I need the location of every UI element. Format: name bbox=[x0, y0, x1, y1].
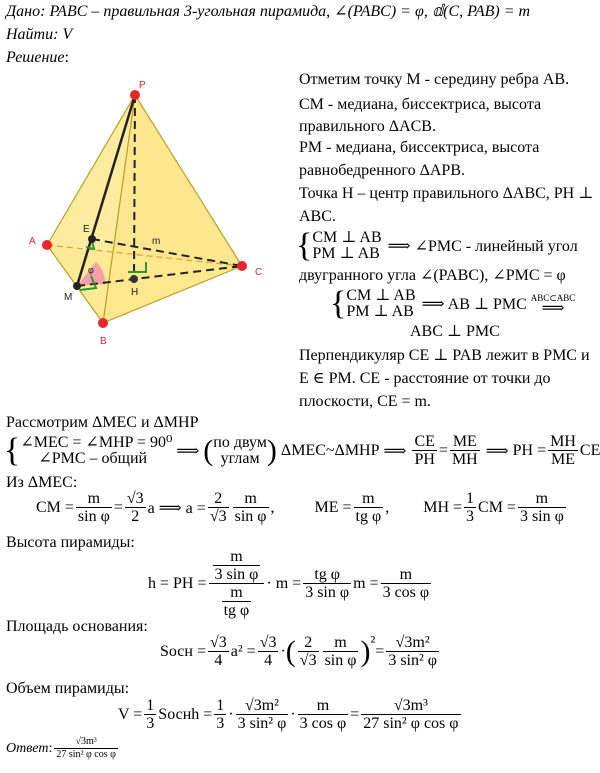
volume-sh: Sоснh = bbox=[158, 705, 213, 723]
frac-ce-ph bbox=[412, 433, 436, 468]
volume-frac-1-den: 3 bbox=[146, 715, 155, 732]
volume-frac-2 bbox=[214, 697, 226, 732]
point-a bbox=[42, 240, 52, 250]
height-frac-2 bbox=[381, 566, 432, 601]
system-3-line-1: ∠MEC = ∠MHP = 90⁰ bbox=[20, 433, 173, 451]
system-1-lines bbox=[312, 230, 381, 262]
mh-frac-2 bbox=[518, 490, 566, 525]
volume-frac-4-den: 3 cos φ bbox=[299, 715, 347, 732]
volume-frac-5-den: 27 sin² φ cos φ bbox=[363, 715, 459, 732]
volume-frac-5-num: √3m³ bbox=[361, 697, 460, 715]
area-square: ² bbox=[370, 634, 376, 651]
system-2-line-2: PM ⊥ AB bbox=[346, 303, 414, 320]
point-h bbox=[130, 275, 138, 283]
height-big-den bbox=[209, 584, 265, 619]
answer-frac-num: √3m³ bbox=[54, 736, 118, 749]
volume-formula bbox=[118, 697, 463, 732]
area-dot: · bbox=[280, 642, 286, 660]
cm-frac-2-num: √3 bbox=[126, 490, 144, 507]
frac-me-mh-den: MH bbox=[451, 451, 478, 468]
system-2-lines bbox=[346, 288, 415, 320]
text-line-2: CM - медиана, биссектриса, высота bbox=[299, 96, 542, 113]
volume-frac-4-num: m bbox=[298, 697, 349, 715]
area-frac-2-num: √3 bbox=[259, 634, 277, 651]
height-inner-2 bbox=[222, 584, 252, 619]
comma-1: , bbox=[270, 498, 275, 516]
volume-dot-1: · bbox=[228, 705, 234, 723]
height-m-eq: m = bbox=[353, 574, 379, 592]
height-big-frac bbox=[209, 548, 265, 619]
area-frac-1-num: √3 bbox=[209, 634, 227, 651]
volume-frac-3 bbox=[236, 697, 289, 732]
height-inner-1-den: 3 sin φ bbox=[214, 566, 259, 583]
implies-3a: ⟹ bbox=[176, 442, 200, 460]
system-2-tail: ⟹ AB ⊥ PMC bbox=[421, 296, 527, 313]
implies-over-text: ABC⊂ABC bbox=[530, 292, 576, 303]
frac-mh-me-num: MH bbox=[550, 433, 576, 450]
height-frac-2-den: 3 cos φ bbox=[382, 584, 430, 601]
area-title: Площадь основания: bbox=[6, 618, 148, 635]
system-3 bbox=[4, 433, 600, 468]
volume-label: V = bbox=[118, 705, 143, 723]
height-frac-1-num: tg φ bbox=[303, 566, 351, 584]
given-text: : PABC – правильная 3-угольная пирамида, ∠(PABC) = φ, 𝕕(C, PAB) = m bbox=[40, 3, 531, 20]
system-1 bbox=[296, 229, 578, 263]
given-label: Дано bbox=[6, 3, 41, 20]
by-two-line-2: углам bbox=[220, 449, 260, 467]
cm-frac-1-num: m bbox=[76, 490, 112, 508]
label-b: B bbox=[100, 336, 107, 347]
volume-frac-1-num: 1 bbox=[146, 697, 155, 714]
frac-mh-me bbox=[548, 433, 578, 468]
consider-line: Рассмотрим ΔMEC и ΔMHP bbox=[6, 414, 199, 431]
mh-frac-2-num: m bbox=[518, 490, 566, 508]
me-label: ME = bbox=[314, 498, 352, 516]
mh-frac-1-num: 1 bbox=[466, 490, 475, 507]
cm-frac-4-den: sin φ bbox=[234, 508, 267, 525]
answer-line bbox=[6, 736, 120, 761]
height-formula bbox=[148, 548, 433, 619]
area-frac-1-den: 4 bbox=[214, 652, 223, 669]
text-line-3: правильного ΔACB. bbox=[299, 118, 436, 135]
cm-frac-3-den: √3 bbox=[209, 508, 227, 525]
cm-frac-4-num: m bbox=[233, 490, 269, 508]
volume-frac-2-den: 3 bbox=[216, 715, 225, 732]
label-e: E bbox=[83, 224, 90, 235]
cm-label: CM = bbox=[36, 498, 74, 516]
solution-label: Решение bbox=[6, 49, 65, 66]
answer-frac bbox=[54, 736, 118, 761]
system-2-result: ABC ⊥ PMC bbox=[410, 323, 500, 340]
area-frac-3 bbox=[298, 634, 319, 669]
height-label: h = PH = bbox=[148, 574, 207, 592]
long-arrow: ⟹ bbox=[541, 299, 565, 317]
mh-cm: CM = bbox=[478, 498, 516, 516]
text-line-1: Отметим точку M - середину ребра AB. bbox=[299, 71, 570, 88]
area-frac-4-den: sin φ bbox=[324, 652, 357, 669]
height-frac-1-den: 3 sin φ bbox=[305, 584, 350, 601]
label-m: M bbox=[64, 292, 73, 303]
ph-eq: PH = bbox=[512, 441, 547, 459]
brace-1: { bbox=[296, 227, 313, 264]
segment-ph bbox=[134, 95, 135, 279]
volume-dot-2: · bbox=[290, 705, 296, 723]
area-frac-4 bbox=[323, 634, 359, 669]
area-frac-2-den: 4 bbox=[264, 652, 273, 669]
system-2-line-1: CM ⊥ AB bbox=[346, 287, 416, 304]
a-implies: a ⟹ a = bbox=[147, 499, 206, 517]
frac-ce-ph-num: CE bbox=[414, 433, 435, 450]
area-label: Sосн = bbox=[160, 642, 206, 660]
area-formula bbox=[160, 634, 441, 669]
point-e bbox=[88, 235, 96, 243]
volume-frac-5 bbox=[361, 697, 460, 732]
area-frac-2 bbox=[258, 634, 279, 669]
volume-title: Объем пирамиды: bbox=[6, 680, 130, 697]
area-paren-r: ) bbox=[360, 634, 371, 668]
comma-2: , bbox=[385, 498, 390, 516]
me-frac-den: tg φ bbox=[355, 508, 382, 525]
text-line-7: ABC. bbox=[299, 208, 336, 225]
cm-frac-3-num: 2 bbox=[208, 490, 229, 508]
text-line-6: Точка H – центр правильного ΔABC, PH ⊥ bbox=[299, 185, 594, 202]
volume-frac-1 bbox=[144, 697, 156, 732]
label-c: C bbox=[255, 267, 263, 278]
find-label: Найти bbox=[6, 26, 54, 43]
point-m bbox=[73, 282, 81, 290]
area-frac-4-num: m bbox=[323, 634, 359, 652]
height-frac-1 bbox=[303, 566, 351, 601]
cm-frac-4 bbox=[233, 490, 269, 525]
cm-frac-2-den: 2 bbox=[131, 508, 140, 525]
frac-mh-me-den: ME bbox=[551, 451, 576, 468]
cm-line bbox=[36, 490, 568, 525]
height-frac-2-num: m bbox=[381, 566, 432, 584]
area-frac-1 bbox=[208, 634, 229, 669]
implies-3b: ⟹ bbox=[383, 442, 407, 460]
brace-2: { bbox=[330, 285, 347, 322]
cm-frac-2 bbox=[125, 490, 146, 525]
pyramid-figure bbox=[0, 0, 290, 360]
by-two-angles bbox=[213, 435, 267, 467]
perp-line-2: E ∈ PM. CE - расстояние от точки до bbox=[299, 370, 551, 387]
cm-eq: = bbox=[113, 498, 123, 516]
ph-ce: CE bbox=[579, 441, 600, 459]
find-text: : V bbox=[53, 26, 73, 43]
me-frac bbox=[354, 490, 384, 525]
answer-colon: : bbox=[48, 740, 53, 756]
from-mec: Из ΔMEC: bbox=[6, 474, 78, 491]
cm-frac-1 bbox=[76, 490, 112, 525]
frac-me-mh bbox=[450, 433, 480, 468]
me-frac-num: m bbox=[354, 490, 384, 508]
system-1-line-1: CM ⊥ AB bbox=[312, 229, 382, 246]
area-frac-5 bbox=[386, 634, 439, 669]
height-inner-1-num: m bbox=[213, 548, 261, 566]
brace-3: { bbox=[4, 431, 21, 469]
system-2 bbox=[330, 287, 575, 321]
answer-frac-den: 27 sin² φ cos φ bbox=[56, 749, 116, 760]
by-two-line-1: по двум bbox=[213, 433, 267, 451]
perp-line-1: Перпендикуляр CE ⊥ PAB лежит в PMC и bbox=[299, 347, 590, 364]
text-line-4: PM - медиана, биссектриса, высота bbox=[299, 139, 540, 156]
answer-label: Ответ bbox=[6, 740, 49, 756]
area-frac-3-den: √3 bbox=[299, 652, 317, 669]
label-h: H bbox=[131, 287, 139, 298]
height-inner-1 bbox=[213, 548, 261, 583]
label-phi: φ bbox=[88, 265, 94, 275]
cm-frac-1-den: sin φ bbox=[77, 508, 110, 525]
height-title: Высота пирамиды: bbox=[6, 534, 135, 551]
volume-frac-3-den: 3 sin² φ bbox=[237, 715, 287, 732]
area-frac-5-den: 3 sin² φ bbox=[388, 652, 438, 669]
area-frac-5-num: √3m² bbox=[386, 634, 439, 652]
volume-frac-2-num: 1 bbox=[216, 697, 225, 714]
cm-frac-3 bbox=[208, 490, 229, 525]
mh-frac-1 bbox=[464, 490, 476, 525]
label-p: P bbox=[139, 80, 146, 91]
system-3-lines bbox=[20, 435, 172, 467]
area-paren-l: ( bbox=[285, 634, 296, 668]
height-big-num bbox=[209, 548, 265, 584]
mh-frac-2-den: 3 sin φ bbox=[519, 508, 564, 525]
system-1-tail: ⟹ ∠PMC - линейный угол bbox=[387, 238, 578, 255]
area-frac-3-num: 2 bbox=[298, 634, 319, 652]
height-inner-2-den: tg φ bbox=[223, 602, 250, 619]
height-dot-m: · m = bbox=[266, 574, 302, 592]
frac-ce-ph-den: PH bbox=[414, 451, 435, 468]
similarity: ΔMEC~ΔMHP bbox=[280, 441, 380, 459]
point-c bbox=[237, 261, 247, 271]
system-1-line-2: PM ⊥ AB bbox=[312, 245, 380, 262]
height-inner-2-num: m bbox=[222, 584, 252, 602]
implies-over bbox=[531, 294, 576, 315]
label-a: A bbox=[29, 236, 36, 247]
dihedral-line: двугранного угла ∠(PABC), ∠PMC = φ bbox=[299, 267, 566, 284]
area-a2: a² = bbox=[230, 642, 256, 660]
mh-frac-1-den: 3 bbox=[466, 508, 475, 525]
area-eq: = bbox=[375, 642, 385, 660]
paren-left: ( bbox=[203, 433, 214, 467]
label-m-distance: m bbox=[152, 236, 161, 247]
eq-sign-1: = bbox=[438, 441, 448, 459]
volume-eq: = bbox=[350, 705, 360, 723]
volume-frac-4 bbox=[298, 697, 349, 732]
text-line-5: равнобедренного ΔAPB. bbox=[299, 162, 465, 179]
volume-frac-3-num: √3m² bbox=[236, 697, 289, 715]
mh-label: MH = bbox=[423, 498, 463, 516]
frac-me-mh-num: ME bbox=[450, 433, 480, 451]
point-b bbox=[98, 318, 108, 328]
paren-right: ) bbox=[266, 433, 277, 467]
perp-line-3: плоскости, CE = m. bbox=[299, 393, 431, 410]
solution-colon: : bbox=[64, 49, 69, 66]
implies-3c: ⟹ bbox=[485, 442, 509, 460]
point-p bbox=[130, 90, 140, 100]
system-3-line-2: ∠PMC – общий bbox=[38, 449, 148, 467]
